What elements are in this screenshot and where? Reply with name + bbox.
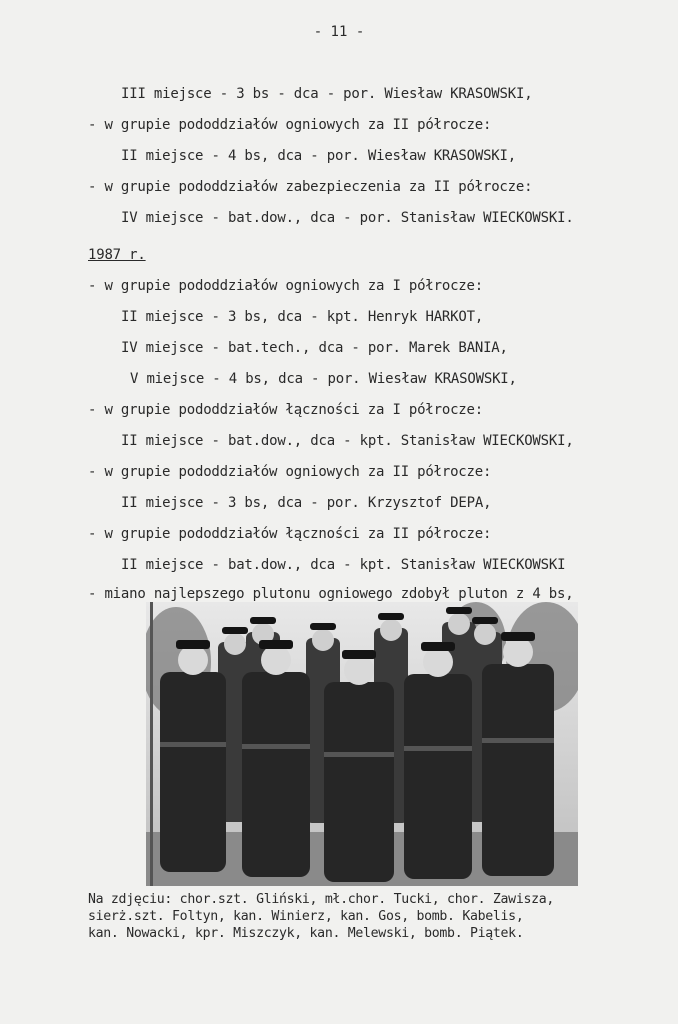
text-line: II miejsce - bat.dow., dca - kpt. Stanisław WIECKOWSKI, — [121, 433, 574, 449]
text-line: - w grupie pododdziałów zabezpieczenia za II półrocze: — [88, 179, 533, 195]
text-line: - w grupie pododdziałów łączności za II półrocze: — [88, 526, 492, 542]
text-line: - w grupie pododdziałów ogniowych za II półrocze: — [88, 464, 492, 480]
text-line: II miejsce - 3 bs, dca - kpt. Henryk HARKOT, — [121, 309, 484, 325]
caption-line: kan. Nowacki, kpr. Miszczyk, kan. Melewski, bomb. Piątek. — [88, 926, 524, 941]
year-heading: 1987 r. — [88, 247, 146, 263]
text-line: IV miejsce - bat.tech., dca - por. Marek BANIA, — [121, 340, 508, 356]
text-line: II miejsce - 3 bs, dca - por. Krzysztof DEPA, — [121, 495, 492, 511]
text-line: II miejsce - 4 bs, dca - por. Wiesław KRASOWSKI, — [121, 148, 516, 164]
page-number: - 11 - — [313, 24, 365, 40]
text-line: IV miejsce - bat.dow., dca - por. Stanisław WIECKOWSKI. — [121, 210, 574, 226]
caption-line: Na zdjęciu: chor.szt. Gliński, mł.chor. Tucki, chor. Zawisza, — [88, 892, 555, 907]
text-line: - w grupie pododdziałów ogniowych za II półrocze: — [88, 117, 492, 133]
group-photo — [146, 602, 578, 886]
group-photo-icon — [146, 602, 578, 886]
text-line: - w grupie pododdziałów łączności za I półrocze: — [88, 402, 483, 418]
text-line: - w grupie pododdziałów ogniowych za I półrocze: — [88, 278, 483, 294]
text-line: II miejsce - bat.dow., dca - kpt. Stanisław WIECKOWSKI — [121, 557, 566, 573]
text-line: V miejsce - 4 bs, dca - por. Wiesław KRASOWSKI, — [130, 371, 517, 387]
caption-line: sierż.szt. Foltyn, kan. Winierz, kan. Gos, bomb. Kabelis, — [88, 909, 524, 924]
text-line: - miano najlepszego plutonu ogniowego zdobył pluton z 4 bs, — [88, 586, 574, 602]
text-line: III miejsce - 3 bs - dca - por. Wiesław KRASOWSKI, — [121, 86, 533, 102]
